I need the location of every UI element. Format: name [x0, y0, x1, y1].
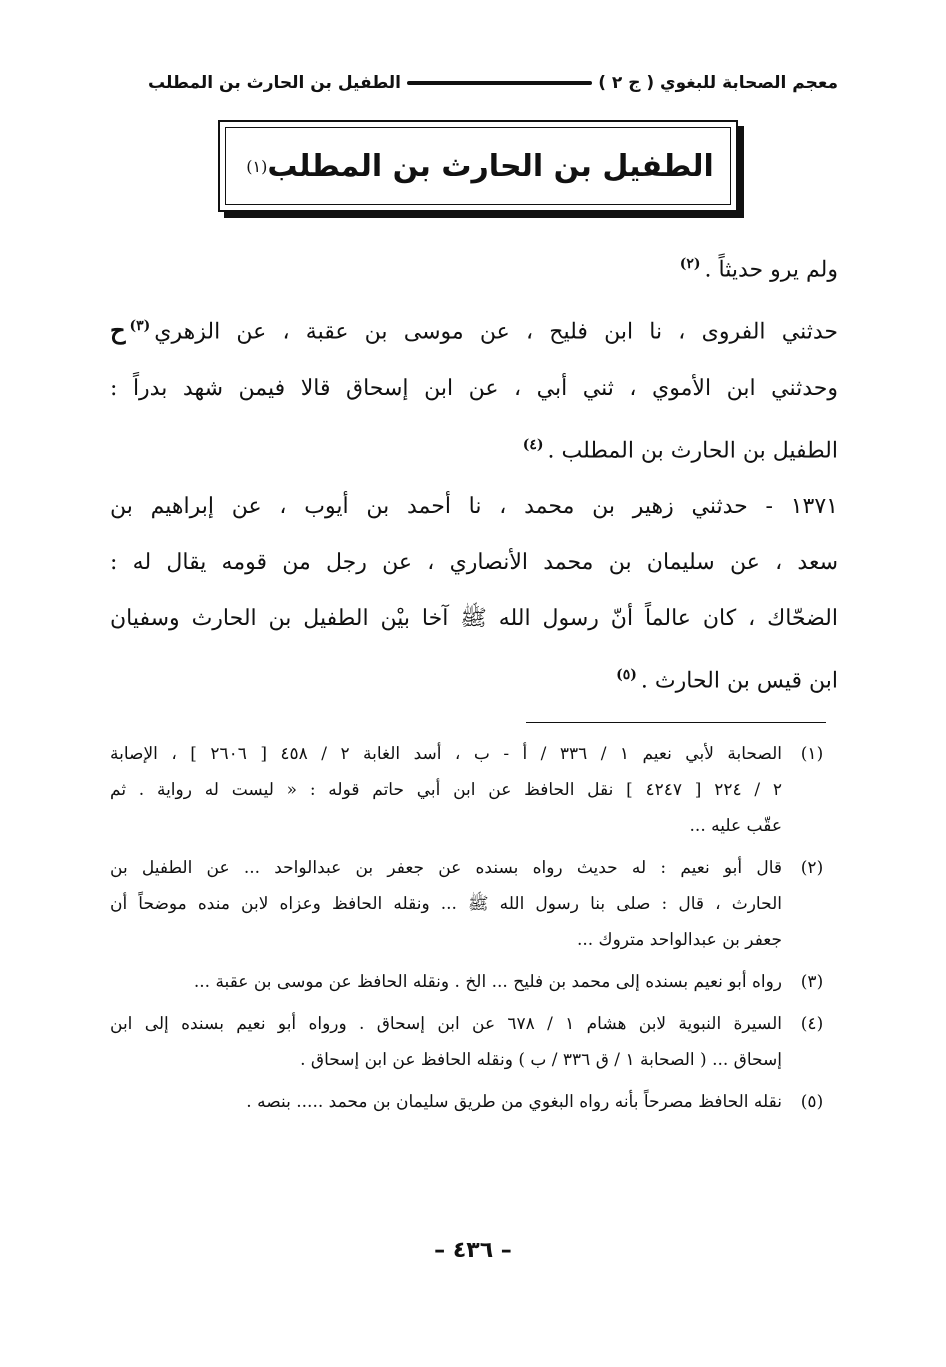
footnote-line: رواه أبو نعيم بسنده إلى محمد بن فليح ... الخ . ونقله الحافظ عن موسى بن عقبة ...	[193, 972, 782, 992]
footnote-line: إسحاق ... ( الصحابة ١ / ق ٣٣٦ / ب ) ونقله الحافظ عن ابن إسحاق .	[300, 1050, 782, 1070]
footnote	[110, 1084, 838, 1120]
footnote-line: عقّب عليه ...	[689, 816, 782, 836]
footnote-ref: (٢)	[679, 256, 701, 272]
page-number: – ٤٣٦ –	[434, 1238, 512, 1263]
footnote-separator	[526, 722, 826, 723]
body-line: ابن قيس بن الحارث .$^{(٥)}$	[616, 666, 838, 694]
footnote	[110, 850, 838, 958]
footnote-line: الحارث ، قال : صلى بنا رسول الله ﷺ ... ونقله الحافظ وعزاه لابن منده موضحاً أن	[110, 894, 782, 914]
footnote-number: (٤)	[800, 1014, 824, 1034]
footnote-line: نقله الحافظ مصرحاً بأنه رواه البغوي من طريق سليمان بن محمد ..... بنصه .	[246, 1092, 782, 1112]
body-line: وحدثني ابن الأموي ، ثني أبي ، عن ابن إسحاق قالا فيمن شهد بدراً :	[110, 375, 838, 401]
header-rule	[407, 81, 592, 85]
footnote-line: ٢ / ٢٢٤ [ ٤٢٤٧ ] نقل الحافظ عن ابن أبي حاتم قوله : « ليست له رواية . ثم	[110, 780, 782, 800]
body-line: حدثني الفروى ، نا ابن فليح ، عن موسى بن عقبة ، عن الزهري$^{(٣)}$ح	[110, 315, 838, 345]
entry-title-note: (١)	[246, 156, 268, 176]
section-title: الطفيل بن الحارث بن المطلب	[148, 73, 401, 93]
body-line: الضحّاك ، كان عالماً أنّ رسول الله ﷺ آخا بيْن الطفيل بن الحارث وسفيان	[110, 605, 838, 631]
footnote-number: (٢)	[800, 858, 824, 878]
footnote-number: (٥)	[800, 1092, 824, 1112]
body-line: ولم يرو حديثاً .$^{(٢)}$	[679, 256, 838, 283]
footnote	[110, 1006, 838, 1078]
footnote	[110, 964, 838, 1000]
entry-title: الطفيل بن الحارث بن المطلب	[267, 148, 714, 184]
tahwil-mark: ح	[110, 315, 126, 345]
footnote-number: (٣)	[800, 972, 824, 992]
footnote-ref: (٣)	[129, 318, 151, 335]
body-line: سعد ، عن سليمان بن محمد الأنصاري ، عن رجل من قومه يقال له :	[110, 549, 838, 575]
footnote-ref: (٤)	[522, 436, 544, 453]
footnote-line: السيرة النبوية لابن هشام ١ / ٦٧٨ عن ابن إسحاق . ورواه أبو نعيم بسنده إلى ابن	[110, 1014, 782, 1034]
footnote-number: (١)	[800, 744, 824, 764]
book-title: معجم الصحابة للبغوي ( ج ٢ )	[598, 73, 838, 93]
footnote-line: جعفر بن عبدالواحد متروك ...	[576, 930, 782, 950]
entry-title-box	[218, 120, 738, 212]
footnotes	[110, 736, 838, 1126]
footnote	[110, 736, 838, 844]
body-line: ١٣٧١ - حدثني زهير بن محمد ، نا أحمد بن أيوب ، عن إبراهيم بن	[110, 493, 838, 519]
footnote-line: قال أبو نعيم : له حديث رواه بسنده عن جعفر بن عبدالواحد ... عن الطفيل بن	[110, 858, 782, 878]
running-header	[148, 66, 838, 100]
body-text	[110, 236, 838, 709]
footnote-line: الصحابة لأبي نعيم ١ / ٣٣٦ / أ - ب ، أسد الغابة ٢ / ٤٥٨ [ ٢٦٠٦ ] ، الإصابة	[110, 744, 782, 764]
body-line: الطفيل بن الحارث بن المطلب .$^{(٤)}$	[522, 436, 838, 463]
footnote-ref: (٥)	[616, 666, 637, 683]
